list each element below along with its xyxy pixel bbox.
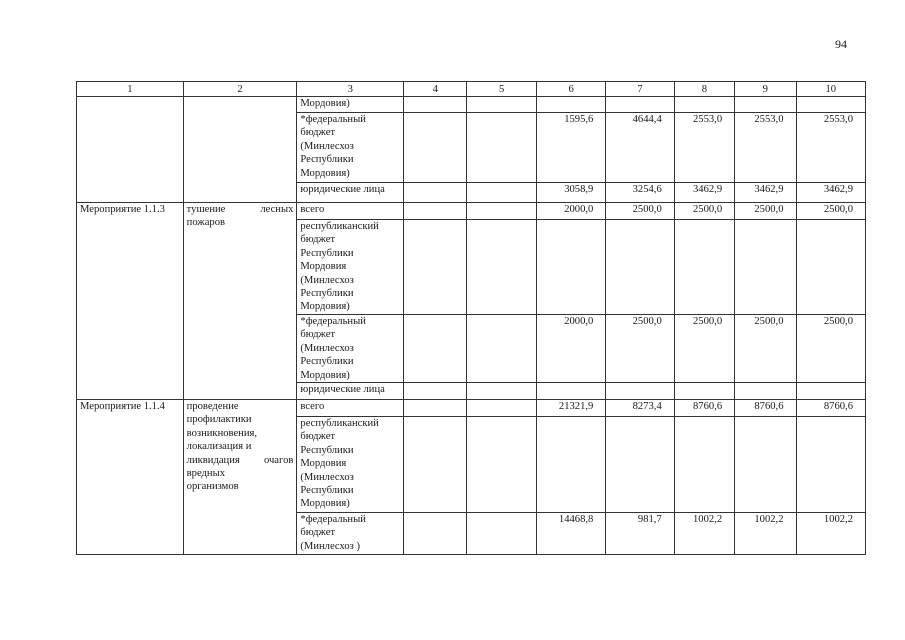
value-cell: 3254,6	[606, 183, 674, 203]
header-cell: 6	[536, 82, 605, 97]
value-cell: 8760,6	[674, 400, 734, 417]
page-number: 94	[835, 37, 847, 51]
value-cell: 21321,9	[536, 400, 605, 417]
value-cell: 3462,9	[735, 183, 796, 203]
value-cell: 3462,9	[674, 183, 734, 203]
value-cell	[674, 220, 734, 315]
value-cell	[536, 417, 605, 513]
value-cell	[404, 315, 467, 383]
value-cell	[735, 220, 796, 315]
description-line: вредных	[186, 468, 226, 480]
value-cell: 2553,0	[796, 113, 866, 183]
value-cell	[467, 417, 536, 513]
value-cell	[404, 97, 467, 113]
value-cell	[735, 97, 796, 113]
value-cell	[404, 400, 467, 417]
source-cell: республиканский бюджет Республики Мордовия (Минлесхоз Республики Мордовия)	[297, 417, 404, 513]
value-cell	[674, 97, 734, 113]
value-cell	[467, 220, 536, 315]
source-cell: всего	[297, 203, 404, 220]
value-cell: 2500,0	[796, 203, 866, 220]
value-cell	[467, 113, 536, 183]
value-cell: 3058,9	[536, 183, 605, 203]
value-cell: 1002,2	[735, 513, 796, 555]
value-cell	[467, 400, 536, 417]
value-cell: 2500,0	[735, 315, 796, 383]
event-cell: Мероприятие 1.1.3	[77, 203, 184, 400]
description-line: пожаров	[186, 217, 225, 229]
value-cell	[404, 203, 467, 220]
budget-table	[76, 81, 866, 555]
value-cell	[735, 417, 796, 513]
source-cell: юридические лица	[297, 183, 404, 203]
header-cell: 9	[735, 82, 796, 97]
value-cell: 2500,0	[796, 315, 866, 383]
source-cell: Мордовия)	[297, 97, 404, 113]
value-cell: 8760,6	[796, 400, 866, 417]
description-line: профилактики	[186, 414, 252, 426]
value-cell: 4644,4	[606, 113, 674, 183]
value-cell	[606, 97, 674, 113]
value-cell	[404, 383, 467, 400]
value-cell	[536, 383, 605, 400]
value-cell	[796, 383, 866, 400]
value-cell	[796, 220, 866, 315]
source-cell: *федеральный бюджет (Минлесхоз )	[297, 513, 404, 555]
value-cell: 1595,6	[536, 113, 605, 183]
description-line: локализация и	[186, 441, 252, 453]
value-cell	[404, 513, 467, 555]
description-line: возникновения,	[186, 427, 258, 439]
value-cell	[404, 113, 467, 183]
value-cell: 3462,9	[796, 183, 866, 203]
table-row	[77, 97, 866, 113]
value-cell	[735, 383, 796, 400]
value-cell: 2553,0	[735, 113, 796, 183]
value-cell	[467, 315, 536, 383]
value-cell	[404, 417, 467, 513]
value-cell	[467, 97, 536, 113]
event-cell: Мероприятие 1.1.4	[77, 400, 184, 555]
header-cell: 4	[404, 82, 467, 97]
table-row	[77, 203, 866, 220]
description-cell	[183, 400, 297, 555]
value-cell	[467, 383, 536, 400]
header-cell: 7	[606, 82, 674, 97]
value-cell	[606, 417, 674, 513]
value-cell	[467, 203, 536, 220]
description-word: ликвидация	[186, 454, 240, 466]
value-cell: 2553,0	[674, 113, 734, 183]
value-cell: 8760,6	[735, 400, 796, 417]
description-line	[187, 203, 294, 216]
value-cell	[606, 220, 674, 315]
value-cell	[404, 183, 467, 203]
value-cell	[796, 97, 866, 113]
source-cell: *федеральный бюджет (Минлесхоз Республики Мордовия)	[297, 113, 404, 183]
description-word: очагов	[263, 454, 294, 466]
value-cell	[606, 383, 674, 400]
value-cell: 2500,0	[674, 315, 734, 383]
description-line: проведение	[186, 401, 239, 413]
header-row	[77, 82, 866, 97]
description-cell	[183, 97, 297, 203]
value-cell	[467, 513, 536, 555]
event-cell	[77, 97, 184, 203]
description-word: лесных	[260, 204, 294, 215]
value-cell	[536, 220, 605, 315]
header-cell: 8	[674, 82, 734, 97]
header-cell: 3	[297, 82, 404, 97]
value-cell: 1002,2	[796, 513, 866, 555]
description-cell	[183, 203, 297, 400]
value-cell: 2000,0	[536, 203, 605, 220]
source-cell: юридические лица	[297, 383, 404, 400]
value-cell: 8273,4	[606, 400, 674, 417]
value-cell	[674, 417, 734, 513]
value-cell: 981,7	[606, 513, 674, 555]
header-cell: 1	[77, 82, 184, 97]
value-cell: 2500,0	[674, 203, 734, 220]
source-cell: республиканский бюджет Республики Мордовия (Минлесхоз Республики Мордовия)	[297, 220, 404, 315]
value-cell: 2500,0	[606, 315, 674, 383]
header-cell: 2	[183, 82, 297, 97]
value-cell: 2500,0	[735, 203, 796, 220]
value-cell: 2000,0	[536, 315, 605, 383]
header-cell: 5	[467, 82, 536, 97]
source-cell: *федеральный бюджет (Минлесхоз Республики Мордовия)	[297, 315, 404, 383]
description-line	[187, 454, 294, 467]
value-cell	[404, 220, 467, 315]
value-cell: 2500,0	[606, 203, 674, 220]
value-cell: 14468,8	[536, 513, 605, 555]
value-cell	[674, 383, 734, 400]
value-cell: 1002,2	[674, 513, 734, 555]
value-cell	[467, 183, 536, 203]
description-line: организмов	[186, 481, 239, 493]
value-cell	[796, 417, 866, 513]
table-row	[77, 400, 866, 417]
header-cell: 10	[796, 82, 866, 97]
source-cell: всего	[297, 400, 404, 417]
value-cell	[536, 97, 605, 113]
description-word: тушение	[186, 204, 226, 215]
